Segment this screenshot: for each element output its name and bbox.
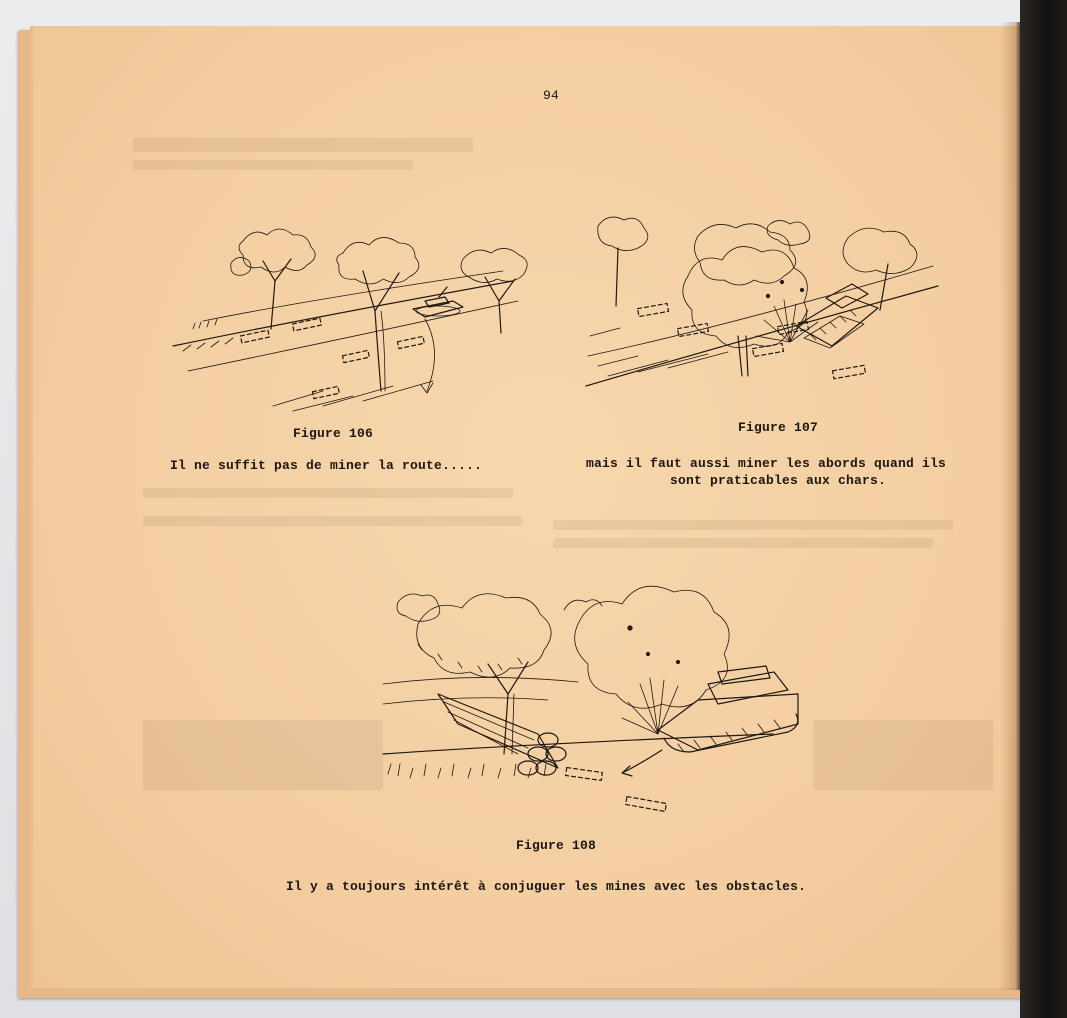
figure-108-illustration [378,554,778,804]
bleed-through-mark [133,160,413,170]
bleed-through-mark [143,488,513,498]
figure-108-caption: Il y a toujours intérêt à conjuguer les mines avec les obstacles. [286,879,807,894]
figure-108-label: Figure 108 [516,838,597,853]
figure-107-illustration [578,186,948,406]
bleed-through-mark [143,516,523,526]
bleed-through-mark [133,138,473,152]
bleed-through-mark [143,720,383,790]
document-page [30,26,1051,988]
scanner-background-edge [1020,0,1067,1018]
figure-107-label: Figure 107 [738,420,819,435]
figure-107-caption-line1: mais il faut aussi miner les abords quand ils [586,456,947,471]
bleed-through-mark [553,520,953,530]
page-fold-shadow [1000,22,1022,990]
figure-106-caption: Il ne suffit pas de miner la route..... [170,458,483,473]
bleed-through-mark [553,538,933,548]
figure-107-caption-line2: sont praticables aux chars. [670,473,887,488]
figure-106-illustration [163,201,523,401]
figure-106-label: Figure 106 [293,426,374,441]
bleed-through-mark [813,720,993,790]
page-number: 94 [543,88,560,103]
